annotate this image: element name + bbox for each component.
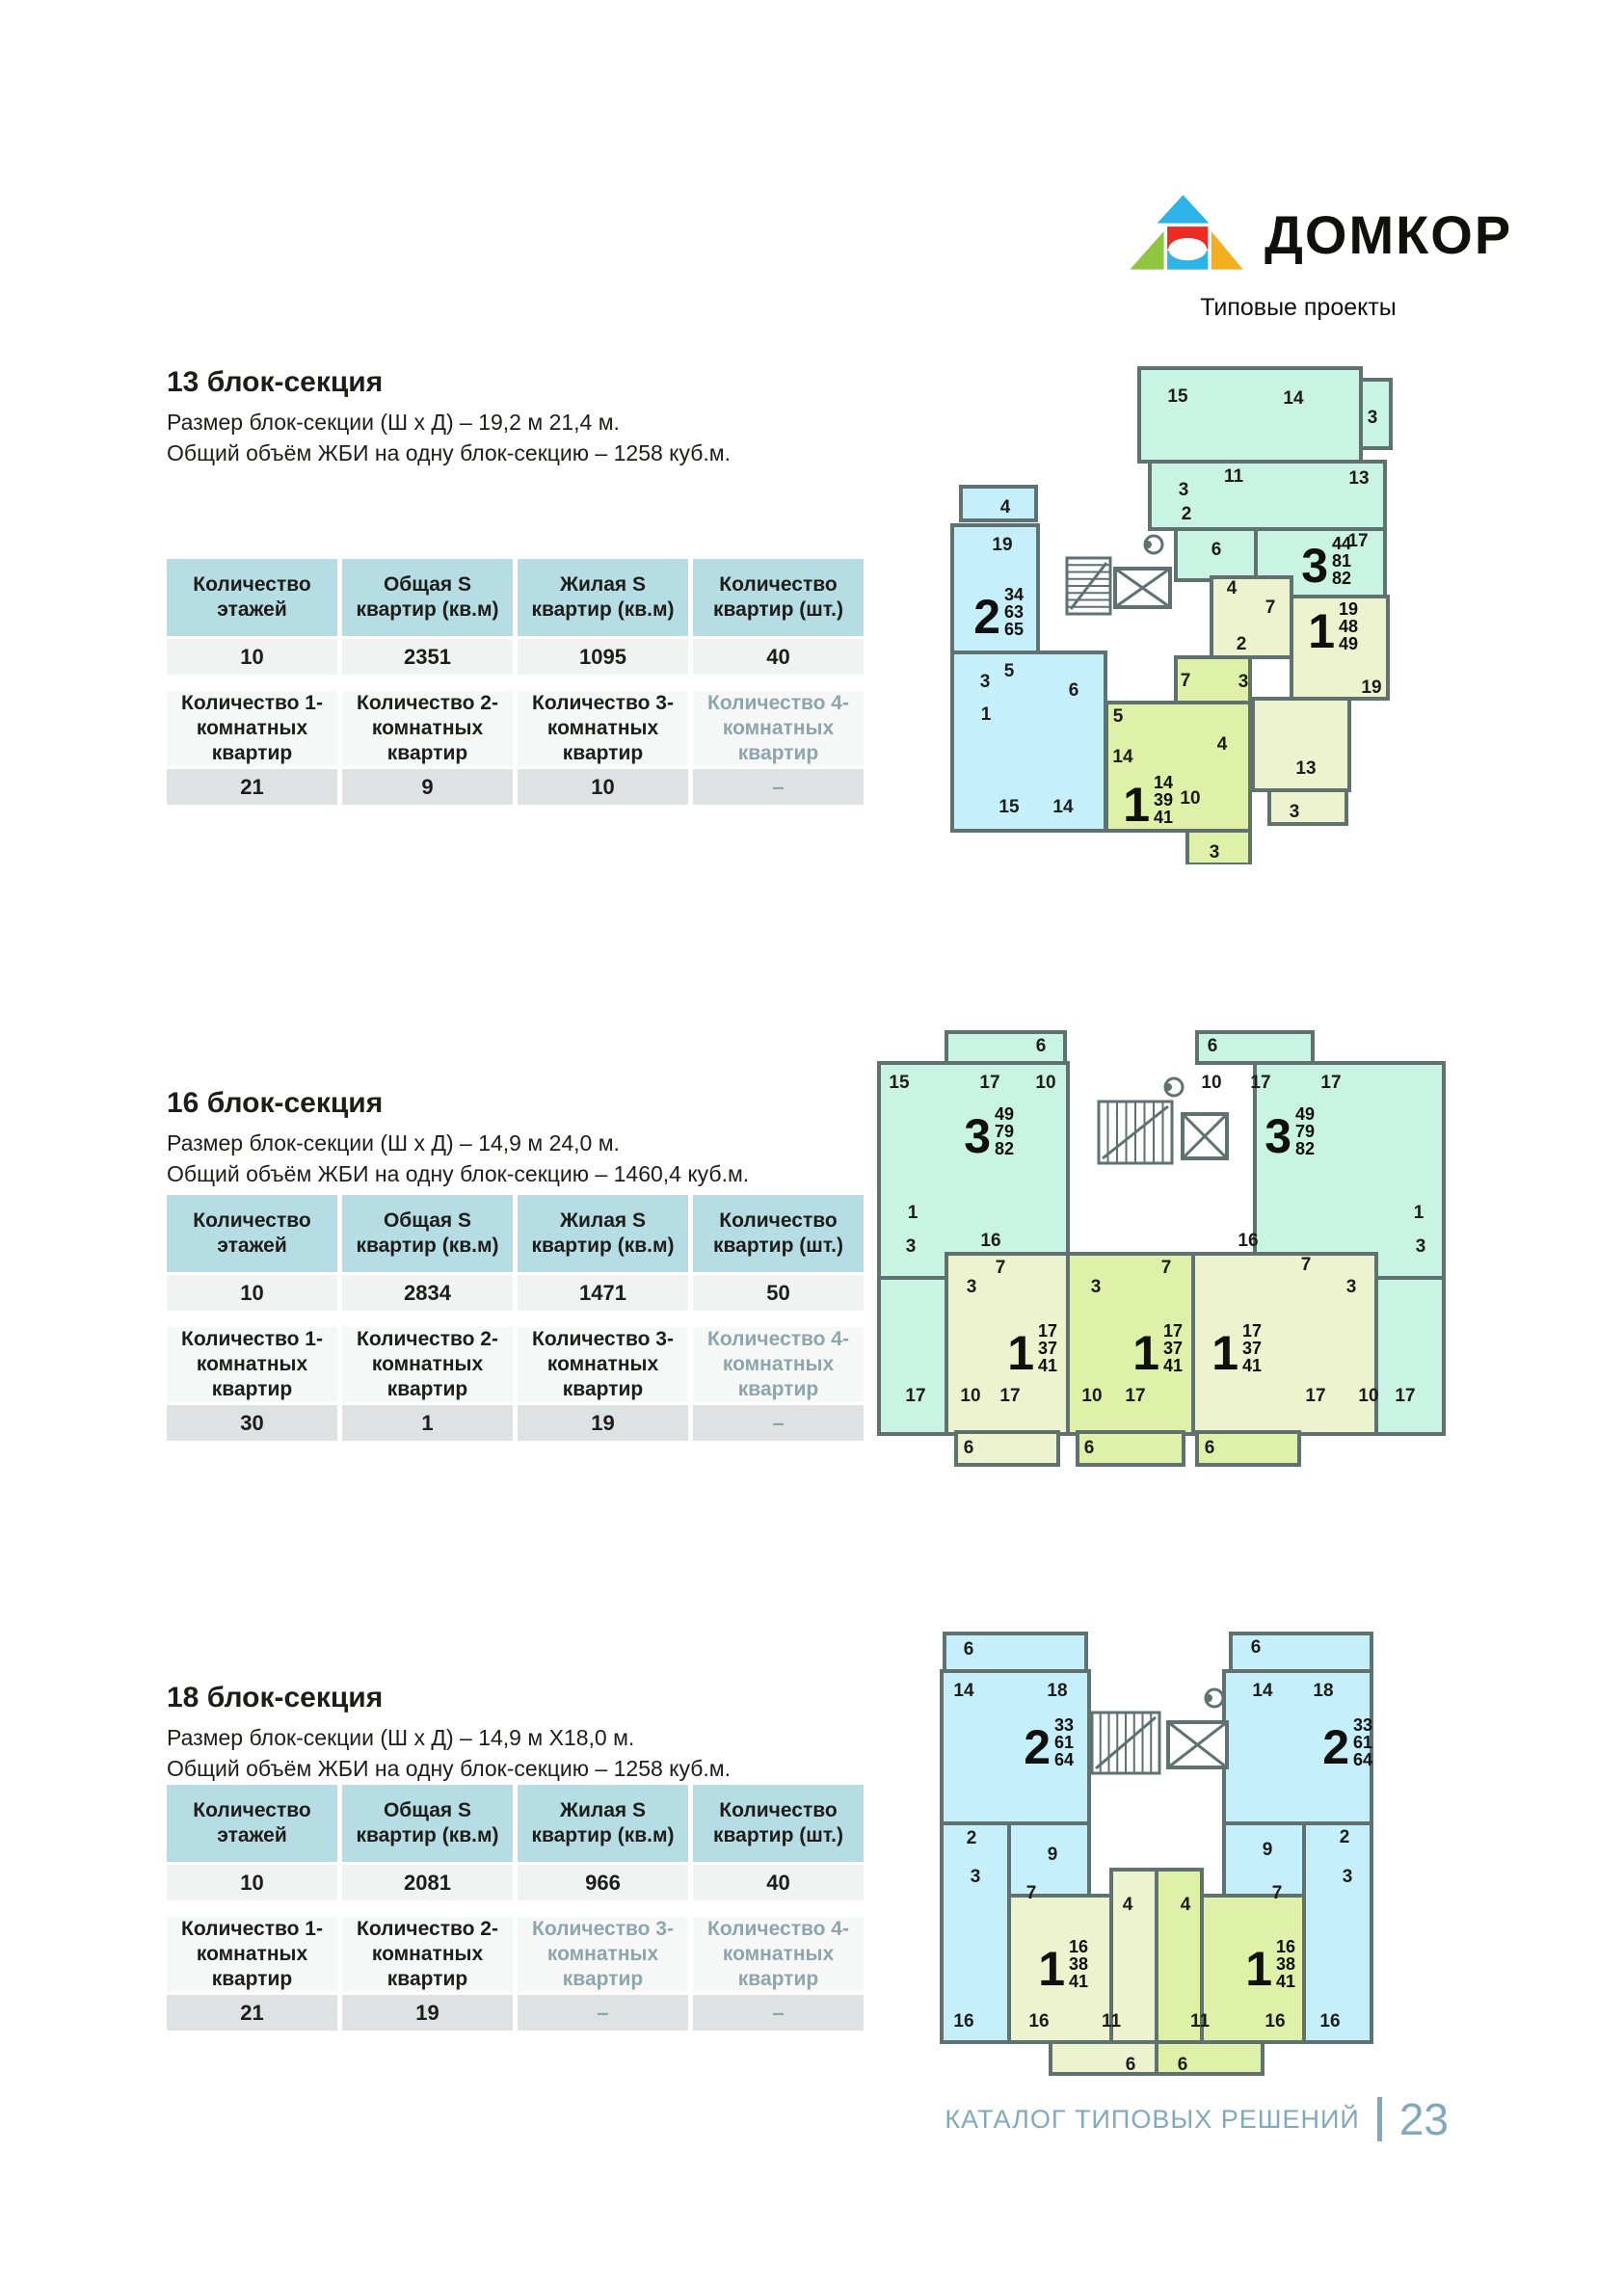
svg-text:2: 2 [1181,504,1192,524]
stat-value: 966 [518,1865,688,1900]
svg-text:10: 10 [1081,1386,1103,1406]
svg-text:1: 1 [1007,1326,1034,1380]
section-13-header [167,366,899,468]
svg-text:17: 17 [979,1073,1000,1093]
svg-text:1: 1 [1123,778,1150,832]
room-count: 30 [167,1405,337,1441]
svg-text:61: 61 [1353,1733,1373,1752]
room-count: 19 [342,1995,513,2031]
floor-plan-18 [896,1621,1417,2084]
col-header: Общая S квартир (кв.м) [342,1785,513,1862]
svg-text:3: 3 [1301,539,1328,593]
section-title: 18 блок-секция [167,1682,384,1713]
svg-text:1: 1 [1308,604,1335,658]
svg-text:14: 14 [1052,797,1074,817]
stat-value: 2081 [342,1865,513,1900]
svg-text:9: 9 [1262,1840,1273,1860]
svg-text:82: 82 [1295,1139,1316,1158]
svg-text:37: 37 [1242,1339,1263,1358]
stat-value: 2834 [342,1275,513,1311]
svg-text:10: 10 [1201,1073,1222,1093]
svg-text:1: 1 [1038,1942,1065,1996]
logo-block [1130,193,1513,322]
svg-text:4: 4 [1226,578,1238,598]
svg-text:2: 2 [1339,1827,1350,1847]
room-count: – [693,769,864,805]
footer-divider [1377,2097,1382,2141]
svg-text:2: 2 [1024,1720,1051,1774]
section-16-header [167,1087,899,1189]
section-13-table [167,559,863,805]
svg-text:4: 4 [1122,1895,1133,1915]
col-header: Количество квартир (шт.) [693,559,864,636]
svg-text:3: 3 [1090,1277,1102,1297]
footer-label: КАТАЛОГ ТИПОВЫХ РЕШЕНИЙ [945,2104,1360,2134]
svg-text:37: 37 [1038,1339,1058,1358]
svg-text:3: 3 [979,672,991,692]
svg-text:11: 11 [1101,2011,1122,2032]
svg-text:1: 1 [907,1203,918,1223]
svg-text:41: 41 [1154,808,1174,827]
svg-text:16: 16 [1265,2011,1286,2032]
svg-text:7: 7 [1160,1258,1172,1278]
svg-text:10: 10 [1180,788,1201,809]
section-18-table [167,1785,863,2031]
page-number: 23 [1398,2094,1449,2144]
col-header: Количество 4-комнатных квартир [693,691,864,766]
svg-text:63: 63 [1004,602,1025,622]
svg-text:79: 79 [1295,1122,1316,1141]
svg-text:7: 7 [1271,1883,1283,1903]
svg-text:19: 19 [1361,677,1382,698]
col-header: Количество 3-комнатных квартир [518,1327,688,1402]
svg-text:9: 9 [1047,1845,1058,1865]
svg-text:3: 3 [1367,408,1378,428]
svg-text:6: 6 [1083,1438,1095,1458]
svg-text:6: 6 [1211,540,1222,560]
section-volume-line: Общий объём ЖБИ на одну блок-секцию – 1460,4 куб.м. [167,1161,750,1186]
svg-text:17: 17 [1347,531,1369,551]
col-header: Количество квартир (шт.) [693,1785,864,1862]
svg-text:3: 3 [1265,1109,1291,1163]
svg-text:1: 1 [1413,1203,1424,1223]
svg-text:14: 14 [1154,773,1174,792]
section-16-table [167,1195,863,1441]
svg-text:65: 65 [1004,620,1025,639]
svg-text:6: 6 [1177,2055,1188,2075]
room-count: 19 [518,1405,688,1441]
svg-text:16: 16 [953,2011,974,2032]
room-count: – [518,1995,688,2031]
svg-text:14: 14 [1283,388,1304,409]
svg-text:3: 3 [1238,672,1249,692]
svg-text:6: 6 [963,1639,974,1660]
svg-text:3: 3 [1342,1867,1353,1887]
svg-text:10: 10 [960,1386,981,1406]
svg-text:7: 7 [1180,671,1191,691]
svg-text:16: 16 [1319,2011,1341,2032]
col-header: Количество 1-комнатных квартир [167,1327,337,1402]
svg-text:5: 5 [1003,661,1015,681]
brand-subtitle: Типовые проекты [1200,294,1397,321]
section-size-line: Размер блок-секции (Ш х Д) – 14,9 м 24,0 м. [167,1130,620,1155]
svg-text:6: 6 [1250,1637,1262,1658]
stat-value: 1471 [518,1275,688,1311]
svg-text:41: 41 [1276,1972,1296,1991]
svg-text:15: 15 [1167,386,1188,407]
svg-text:6: 6 [1125,2055,1136,2075]
svg-text:4: 4 [1180,1895,1191,1915]
svg-text:5: 5 [1112,706,1124,727]
room-count: 10 [518,769,688,805]
svg-text:3: 3 [905,1236,917,1257]
svg-text:38: 38 [1069,1954,1089,1974]
svg-text:3: 3 [1178,480,1189,500]
section-18-header [167,1682,899,1784]
svg-text:7: 7 [1265,598,1276,618]
svg-text:17: 17 [1320,1073,1342,1093]
svg-text:41: 41 [1242,1356,1263,1375]
stat-value: 50 [693,1275,864,1311]
svg-text:41: 41 [1038,1356,1058,1375]
svg-text:7: 7 [995,1258,1006,1278]
stat-value: 10 [167,1275,337,1311]
svg-text:64: 64 [1353,1750,1373,1769]
col-header: Количество этажей [167,1785,337,1862]
svg-text:1: 1 [1132,1326,1159,1380]
svg-text:3: 3 [1209,842,1220,863]
svg-text:6: 6 [1035,1036,1047,1056]
col-header: Количество этажей [167,559,337,636]
svg-text:16: 16 [1276,1937,1296,1956]
stat-value: 10 [167,1865,337,1900]
stat-value: 10 [167,639,337,675]
svg-text:16: 16 [980,1231,1001,1251]
svg-text:3: 3 [1289,802,1300,822]
svg-text:82: 82 [1332,569,1352,588]
svg-text:79: 79 [995,1122,1015,1141]
svg-text:33: 33 [1054,1715,1075,1735]
room-count: 1 [342,1405,513,1441]
svg-text:17: 17 [1125,1386,1146,1406]
col-header: Жилая S квартир (кв.м) [518,1785,688,1862]
col-header: Общая S квартир (кв.м) [342,1195,513,1272]
section-volume-line: Общий объём ЖБИ на одну блок-секцию – 1258 куб.м. [167,1756,732,1781]
svg-text:37: 37 [1163,1339,1184,1358]
svg-text:16: 16 [1069,1937,1089,1956]
floor-plan-16 [872,1015,1451,1477]
section-volume-line: Общий объём ЖБИ на одну блок-секцию – 1258 куб.м. [167,440,732,465]
col-header: Количество 3-комнатных квартир [518,691,688,766]
svg-text:6: 6 [963,1438,974,1458]
section-size-line: Размер блок-секции (Ш х Д) – 14,9 м Х18,0 м. [167,1725,635,1750]
svg-text:18: 18 [1047,1681,1068,1701]
svg-text:1: 1 [1245,1942,1272,1996]
col-header: Количество 4-комнатных квартир [693,1917,864,1992]
svg-text:17: 17 [999,1386,1021,1406]
svg-text:17: 17 [1163,1321,1184,1341]
svg-text:1: 1 [980,704,992,725]
svg-text:14: 14 [1252,1681,1273,1701]
room-count: 21 [167,1995,337,2031]
col-header: Количество 2-комнатных квартир [342,691,513,766]
stat-value: 40 [693,1865,864,1900]
room-count: 21 [167,769,337,805]
svg-text:34: 34 [1004,585,1025,604]
svg-text:16: 16 [1238,1231,1259,1251]
svg-text:16: 16 [1028,2011,1050,2032]
svg-text:11: 11 [1189,2011,1211,2032]
stat-value: 1095 [518,639,688,675]
col-header: Количество 4-комнатных квартир [693,1327,864,1402]
svg-text:3: 3 [970,1867,981,1887]
svg-text:13: 13 [1348,468,1370,489]
svg-text:15: 15 [889,1073,910,1093]
svg-text:6: 6 [1068,680,1079,701]
section-title: 16 блок-секция [167,1087,384,1119]
brand-name: ДОМКОР [1265,204,1513,265]
svg-text:17: 17 [1038,1321,1058,1341]
svg-text:17: 17 [1395,1386,1416,1406]
svg-text:38: 38 [1276,1954,1296,1974]
svg-text:39: 39 [1154,790,1174,810]
stat-value: 2351 [342,639,513,675]
svg-text:4: 4 [999,497,1011,518]
svg-text:18: 18 [1313,1681,1334,1701]
svg-text:7: 7 [1300,1255,1312,1275]
page-footer [945,2093,1449,2145]
floor-plan-13 [925,359,1398,864]
col-header: Количество 2-комнатных квартир [342,1917,513,1992]
svg-text:17: 17 [1242,1321,1263,1341]
svg-text:14: 14 [953,1681,974,1701]
col-header: Количество квартир (шт.) [693,1195,864,1272]
svg-text:19: 19 [1339,599,1359,619]
col-header: Общая S квартир (кв.м) [342,559,513,636]
svg-text:44: 44 [1332,534,1352,553]
svg-text:3: 3 [1415,1236,1426,1257]
svg-text:17: 17 [1250,1073,1271,1093]
svg-text:41: 41 [1163,1356,1184,1375]
svg-text:81: 81 [1332,551,1352,571]
svg-text:64: 64 [1054,1750,1075,1769]
stat-value: 40 [693,639,864,675]
svg-text:17: 17 [1305,1386,1326,1406]
domkor-logo-icon [1130,193,1243,277]
col-header: Количество этажей [167,1195,337,1272]
svg-text:49: 49 [1339,634,1359,653]
svg-text:49: 49 [995,1104,1015,1124]
svg-text:2: 2 [1236,634,1247,654]
svg-text:10: 10 [1035,1073,1056,1093]
svg-text:15: 15 [998,797,1020,817]
svg-text:14: 14 [1112,747,1133,767]
col-header: Количество 1-комнатных квартир [167,691,337,766]
room-count: – [693,1995,864,2031]
svg-text:2: 2 [1322,1720,1349,1774]
col-header: Количество 1-комнатных квартир [167,1917,337,1992]
svg-text:33: 33 [1353,1715,1373,1735]
svg-text:4: 4 [1216,734,1228,755]
section-title: 13 блок-секция [167,366,384,398]
svg-text:6: 6 [1204,1438,1215,1458]
svg-text:3: 3 [966,1277,977,1297]
svg-text:1: 1 [1211,1326,1238,1380]
room-count: – [693,1405,864,1441]
svg-text:2: 2 [973,590,1000,644]
col-header: Жилая S квартир (кв.м) [518,559,688,636]
svg-text:82: 82 [995,1139,1015,1158]
svg-text:3: 3 [1345,1277,1357,1297]
svg-text:7: 7 [1025,1883,1037,1903]
svg-text:3: 3 [964,1109,991,1163]
room-count: 9 [342,769,513,805]
svg-text:19: 19 [992,535,1013,555]
col-header: Количество 3-комнатных квартир [518,1917,688,1992]
svg-text:11: 11 [1223,466,1244,487]
col-header: Жилая S квартир (кв.м) [518,1195,688,1272]
svg-text:6: 6 [1207,1036,1218,1056]
svg-text:10: 10 [1358,1386,1379,1406]
svg-text:48: 48 [1339,617,1359,636]
svg-text:49: 49 [1295,1104,1316,1124]
svg-text:2: 2 [966,1828,977,1848]
col-header: Количество 2-комнатных квартир [342,1327,513,1402]
svg-text:61: 61 [1054,1733,1075,1752]
svg-text:17: 17 [905,1386,926,1406]
svg-text:13: 13 [1295,758,1317,779]
section-size-line: Размер блок-секции (Ш х Д) – 19,2 м 21,4 м. [167,410,620,435]
svg-text:41: 41 [1069,1972,1089,1991]
